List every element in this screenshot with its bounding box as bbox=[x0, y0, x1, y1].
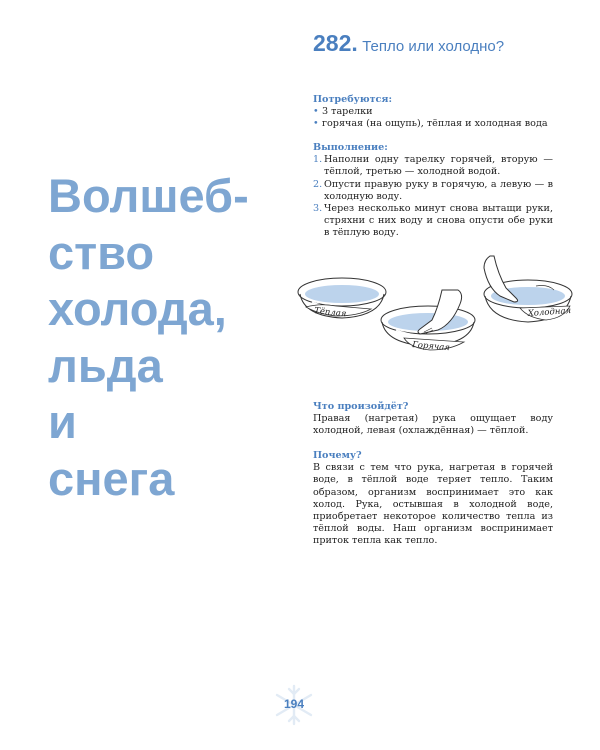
step-number: 1. bbox=[313, 154, 323, 166]
plates-illustration bbox=[292, 250, 592, 365]
bullet-icon: • bbox=[313, 118, 319, 130]
needed-item-text: горячая (на ощупь), тёплая и холодная вода bbox=[322, 118, 548, 130]
step-number: 2. bbox=[313, 178, 323, 190]
list-item bbox=[313, 118, 553, 130]
result-heading: Что произойдёт? bbox=[313, 401, 409, 412]
experiment-header bbox=[313, 30, 583, 57]
steps-list bbox=[313, 154, 553, 239]
experiment-number: 282 bbox=[313, 30, 352, 56]
result-text: Правая (нагретая) рука ощущает воду холодной, левая (охлаждённая) — тёплой. bbox=[313, 413, 553, 437]
needed-item-text: 3 тарелки bbox=[322, 106, 373, 118]
page-number: 194 bbox=[283, 697, 305, 711]
bullet-icon: • bbox=[313, 106, 319, 118]
result-section bbox=[313, 401, 553, 438]
hot-plate-label: Горячая bbox=[411, 340, 451, 354]
chapter-title-line: и bbox=[48, 395, 77, 448]
chapter-title-line: снега bbox=[48, 451, 175, 505]
needed-list bbox=[313, 106, 553, 130]
list-item bbox=[313, 179, 553, 203]
chapter-title bbox=[48, 168, 288, 507]
steps-section bbox=[313, 142, 553, 240]
list-item bbox=[313, 154, 553, 178]
chapter-title-line: льда bbox=[48, 338, 163, 392]
step-number: 3. bbox=[313, 203, 323, 215]
cold-plate-icon bbox=[484, 256, 572, 322]
experiment-title: Тепло или холодно? bbox=[362, 38, 505, 55]
warm-plate-label: Тёплая bbox=[313, 306, 347, 320]
list-item bbox=[313, 203, 553, 240]
hot-plate-icon bbox=[381, 290, 475, 353]
step-text: Наполни одну тарелку горячей, вторую — тёплой, третью — холодной водой. bbox=[324, 154, 553, 178]
needed-section bbox=[313, 94, 553, 131]
steps-heading: Выполнение: bbox=[313, 142, 388, 153]
why-section bbox=[313, 450, 553, 548]
experiment-number-separator: . bbox=[351, 30, 358, 56]
chapter-title-line: холода, bbox=[48, 282, 227, 335]
why-heading: Почему? bbox=[313, 450, 362, 461]
warm-plate-icon bbox=[298, 278, 386, 319]
chapter-title-line: ство bbox=[48, 225, 155, 279]
list-item bbox=[313, 106, 553, 118]
step-text: Опусти правую руку в горячую, а левую — в холодную воду. bbox=[324, 178, 553, 202]
page-footer bbox=[269, 684, 319, 726]
why-text: В связи с тем что рука, нагретая в горячей воде, в тёплой воде теряет тепло. Таким образом, организм воспринимает это как холод. Рука, остывшая в холодной воде, приобретает некоторое количество тепла из тёплой воды. Наш организм воспринимает приток тепла как тепло. bbox=[313, 462, 553, 547]
step-text: Через несколько минут снова вытащи руки, стряхни с них воду и снова опусти обе руки в тёплую воду. bbox=[324, 203, 553, 239]
chapter-title-line: Волшеб- bbox=[48, 169, 249, 222]
cold-plate-label: Холодная bbox=[527, 305, 572, 319]
needed-heading: Потребуются: bbox=[313, 94, 393, 105]
